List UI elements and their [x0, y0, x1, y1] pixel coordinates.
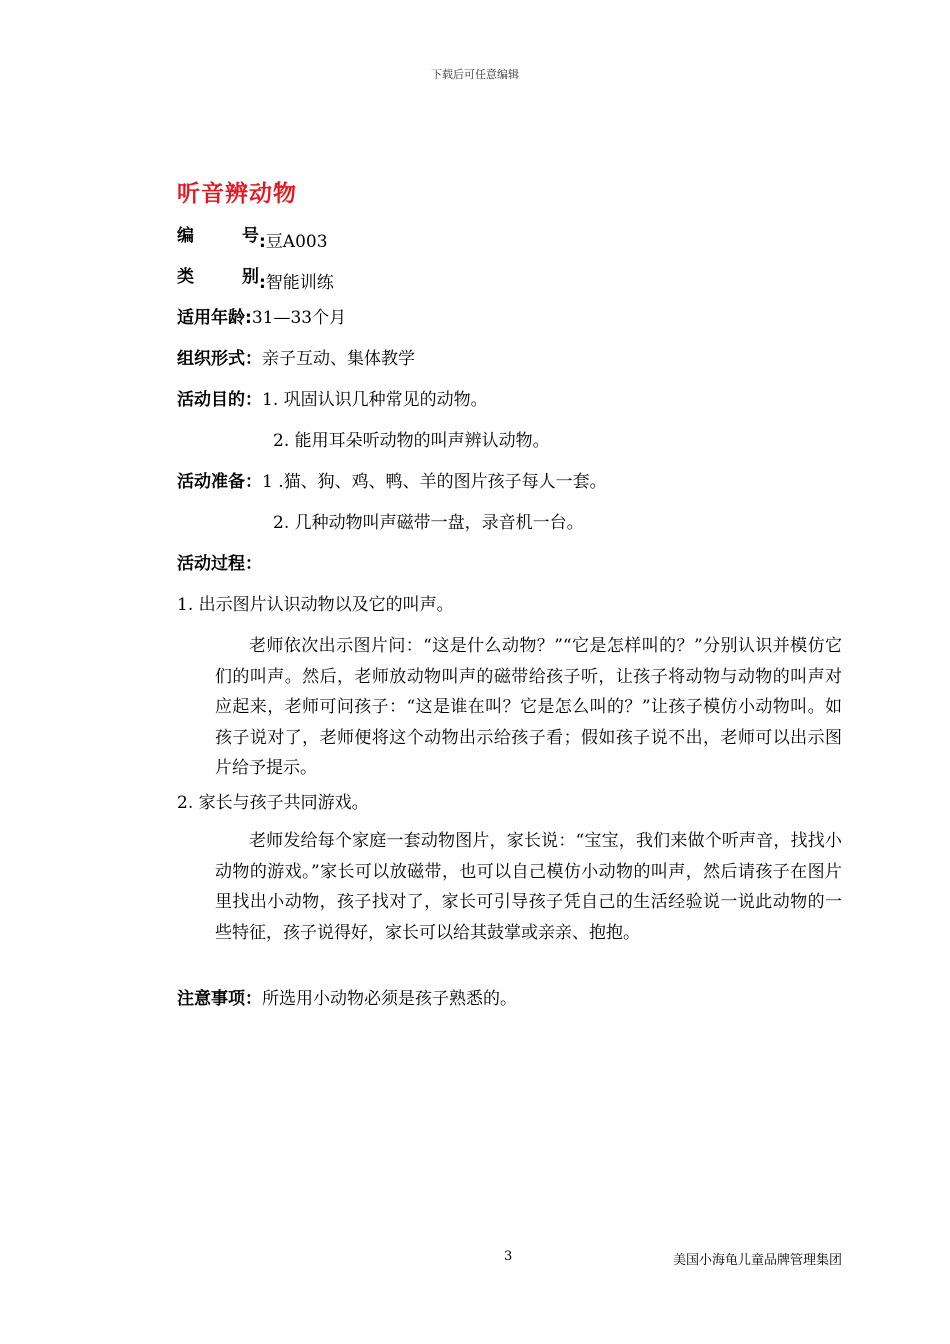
field-notes [177, 988, 517, 1010]
field-number: 编 号 :豆A003 [177, 226, 328, 252]
field-category: 类 别 :智能训练 [177, 267, 334, 293]
field-category-label: 类 别 [177, 267, 259, 287]
field-notes-label: 注意事项： [177, 989, 262, 1009]
preparation-item: 2. 几种动物叫声磁带一盘，录音机一台。 [273, 513, 584, 533]
field-category-value: 智能训练 [265, 273, 334, 293]
field-number-value: 豆A003 [265, 232, 328, 252]
page-number: 3 [504, 1249, 513, 1264]
field-preparation [177, 471, 607, 493]
header-note: 下载后可任意编辑 [431, 68, 519, 81]
field-process-label: 活动过程： [177, 554, 262, 574]
field-goal [177, 389, 488, 411]
preparation-item: 1 .猫、狗、鸡、鸭、羊的图片孩子每人一套。 [262, 472, 607, 492]
field-goal-label: 活动目的： [177, 390, 262, 410]
field-age-value: 31—33个月 [251, 308, 347, 328]
step-paragraph: 老师依次出示图片问：“这是什么动物？”“它是怎样叫的？”分别认识并模仿它们的叫声。然后，老师放动物叫声的磁带给孩子听，让孩子将动物与动物的叫声对应起来，老师可问孩子：“这是谁在叫？它是怎么叫的？”让孩子模仿小动物叫。如孩子说对了，老师便将这个动物出示给孩子看；假如孩子说不出，老师可以出示图片给予提示。 [215, 636, 842, 778]
step-title: 1. 出示图片认识动物以及它的叫声。 [177, 595, 454, 615]
field-format [177, 348, 415, 370]
field-format-value: 亲子互动、集体教学 [262, 349, 415, 369]
footer-company: 美国小海龟儿童品牌管理集团 [672, 1253, 842, 1268]
field-format-label: 组织形式： [177, 349, 262, 369]
step-title: 2. 家长与孩子共同游戏。 [177, 793, 369, 813]
field-notes-value: 所选用小动物必须是孩子熟悉的。 [262, 989, 517, 1009]
field-number-label: 编 号 [177, 226, 259, 246]
goal-item: 2. 能用耳朵听动物的叫声辨认动物。 [273, 431, 550, 451]
goal-item: 1. 巩固认识几种常见的动物。 [262, 390, 488, 410]
field-age: 适用年龄:31—33个月 [177, 308, 347, 328]
field-process [177, 553, 262, 575]
field-age-label: 适用年龄 [177, 308, 245, 328]
step-paragraph: 老师发给每个家庭一套动物图片，家长说：“宝宝，我们来做个听声音，找找小动物的游戏。”家长可以放磁带，也可以自己模仿小动物的叫声，然后请孩子在图片里找出小动物，孩子找对了，家长可引导孩子凭自己的生活经验说一说此动物的一些特征，孩子说得好，家长可以给其鼓掌或亲亲、抱抱。 [215, 831, 842, 943]
document-title: 听音辨动物 [177, 181, 297, 207]
field-preparation-label: 活动准备： [177, 472, 262, 492]
